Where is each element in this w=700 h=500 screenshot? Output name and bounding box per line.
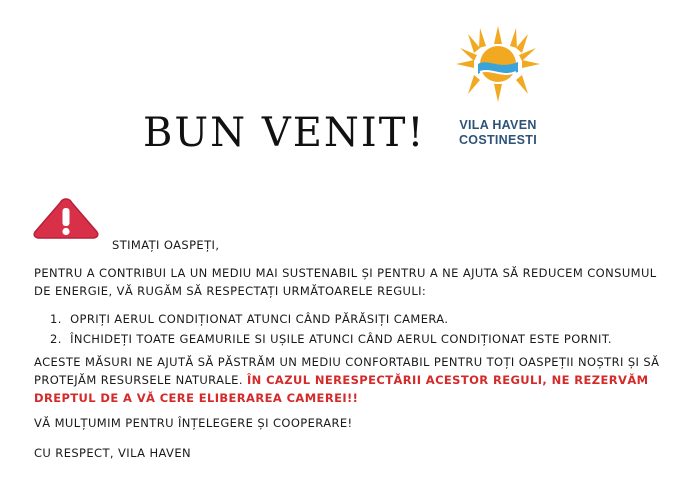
signoff-text: CU RESPECT, VILA HAVEN xyxy=(34,446,191,460)
rule-item xyxy=(50,329,612,349)
greeting-text: STIMAȚI OASPEȚI, xyxy=(112,238,220,252)
measures-paragraph xyxy=(34,353,674,407)
intro-paragraph: PENTRU A CONTRIBUI LA UN MEDIU MAI SUSTENABIL ȘI PENTRU A NE AJUTA SĂ REDUCEM CONSUMUL DE ENERGIE, VĂ RUGĂM SĂ RESPECTAȚI URMĂTOARELE REGULI: xyxy=(34,266,657,298)
rule-text: OPRIȚI AERUL CONDIȚIONAT ATUNCI CÂND PĂRĂSIȚI CAMERA. xyxy=(70,312,449,326)
sun-wave-logo-icon xyxy=(448,22,548,114)
thanks-text: VĂ MULȚUMIM PENTRU ÎNȚELEGERE ȘI COOPERARE! xyxy=(34,416,353,430)
measures-text: ACESTE MĂSURI NE AJUTĂ SĂ PĂSTRĂM UN MEDIU CONFORTABIL PENTRU TOȚI OASPEȚII NOȘTRI ȘI SĂ PROTEJĂM RESURSELE NATURALE. xyxy=(34,355,660,387)
rule-item xyxy=(50,309,612,329)
warning-icon xyxy=(30,196,102,244)
logo-name-line1: VILA HAVEN xyxy=(459,118,537,132)
page-title: BUN VENIT! xyxy=(143,110,426,156)
rule-text: ÎNCHIDEȚI TOATE GEAMURILE SI UȘILE ATUNCI CÂND AERUL CONDIȚIONAT ESTE PORNIT. xyxy=(70,332,612,346)
rule-number: 1. xyxy=(50,312,62,326)
rules-list xyxy=(50,309,612,349)
logo-name-line2: COSTINESTI xyxy=(458,133,537,147)
eviction-warning-text: ÎN CAZUL NERESPECTĂRII ACESTOR REGULI, NE REZERVĂM DREPTUL DE A VĂ CERE ELIBERAREA CAMEREI!! xyxy=(34,373,649,405)
rule-number: 2. xyxy=(50,332,62,346)
